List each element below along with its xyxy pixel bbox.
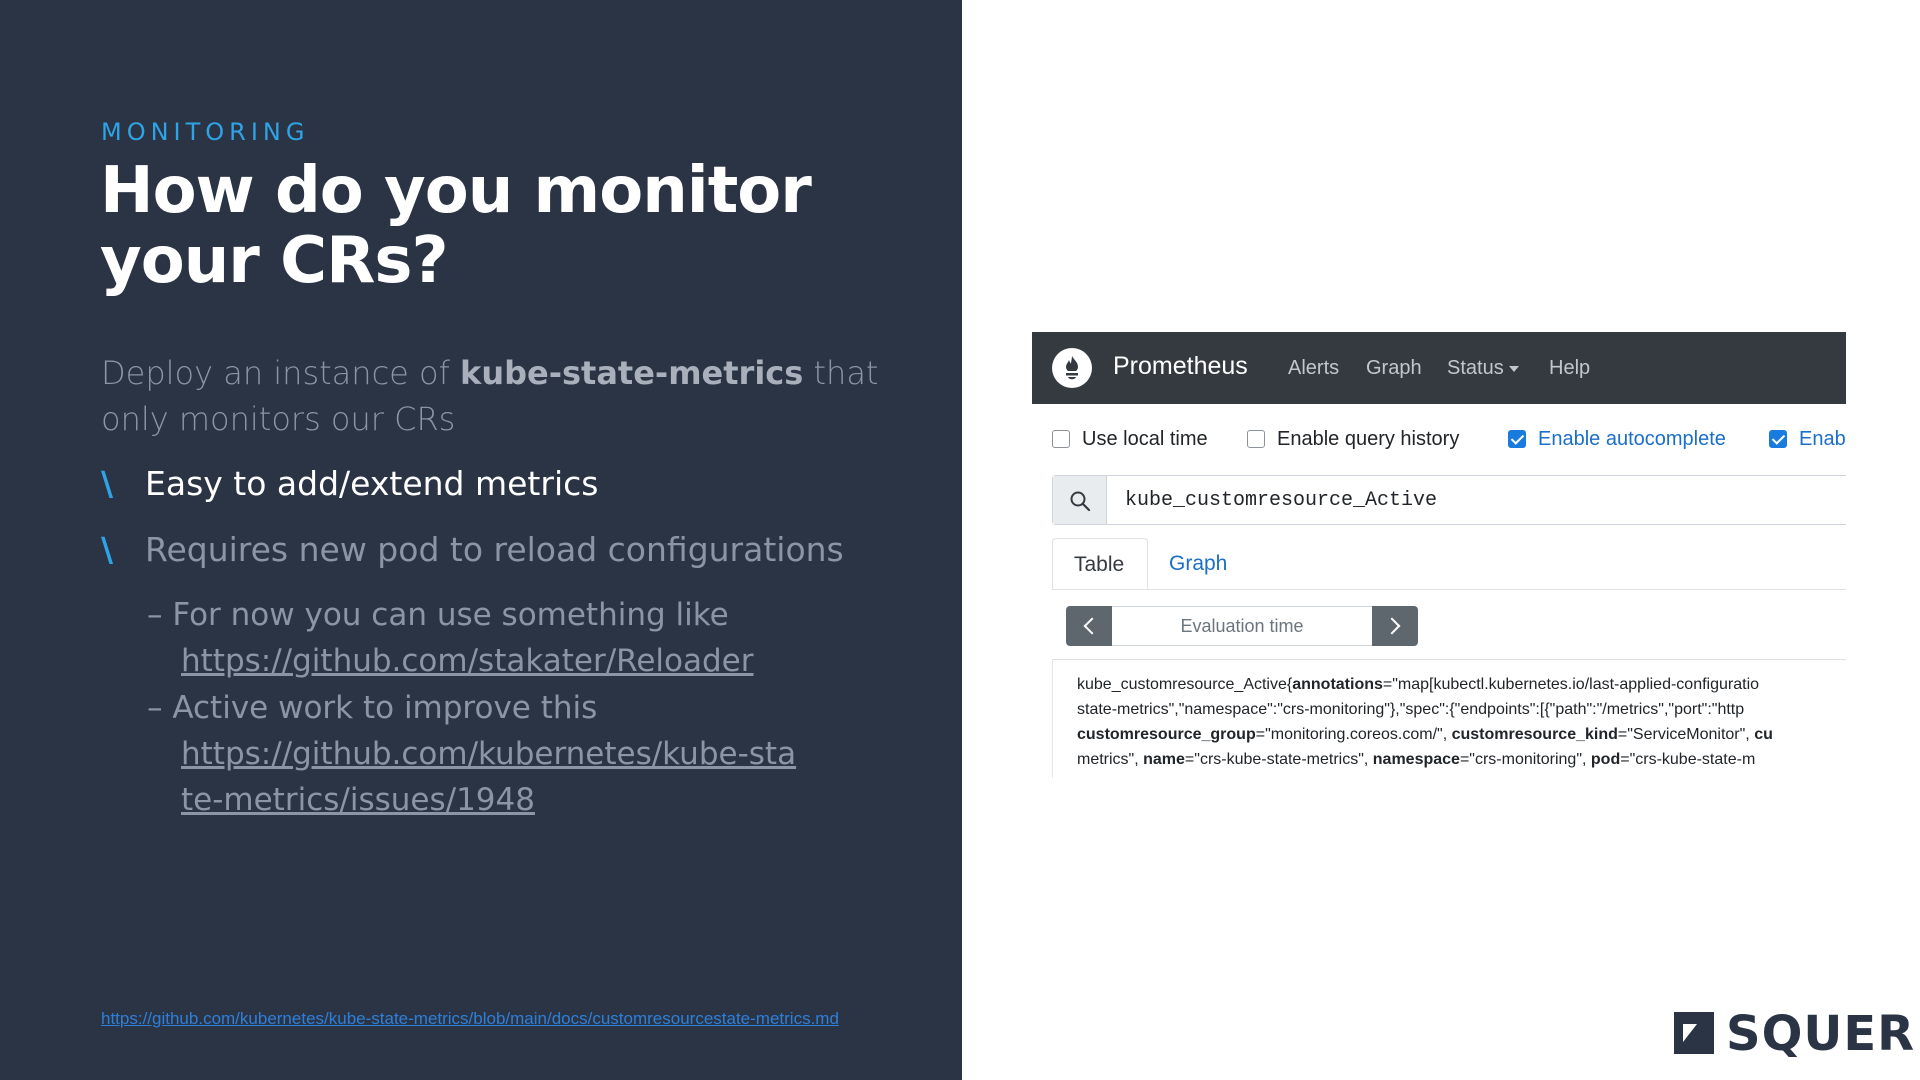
bullet-text: Easy to add/extend metrics bbox=[145, 464, 599, 503]
bullet-item bbox=[101, 530, 844, 569]
result-label-key: cu bbox=[1754, 726, 1773, 743]
option-label: Use local time bbox=[1082, 428, 1208, 450]
footer-source-link[interactable]: https://github.com/kubernetes/kube-state-metrics/blob/main/docs/customresourcestate-metrics.md bbox=[101, 1009, 839, 1028]
nav-alerts[interactable]: Alerts bbox=[1288, 357, 1340, 379]
slide-title-line2: your CRs? bbox=[100, 224, 448, 298]
kube-state-metrics-issue-link[interactable]: https://github.com/kubernetes/kube-state-metrics/issues/1948 bbox=[181, 736, 797, 818]
bullet-marker-icon: \ bbox=[101, 464, 114, 503]
checkbox[interactable] bbox=[1247, 430, 1265, 448]
option-label: Enable autocomplete bbox=[1538, 428, 1726, 450]
result-label-value: ="crs-monitoring", bbox=[1459, 751, 1591, 768]
result-line bbox=[1077, 726, 1773, 744]
nav-status-dropdown[interactable] bbox=[1447, 357, 1519, 380]
eval-next-button[interactable] bbox=[1372, 606, 1418, 646]
expression-search bbox=[1052, 475, 1846, 525]
option-label: Enable query history bbox=[1277, 428, 1460, 450]
result-label-value: ="ServiceMonitor", bbox=[1617, 726, 1755, 743]
checkbox-checked[interactable] bbox=[1508, 430, 1526, 448]
bullet-item bbox=[101, 464, 598, 503]
result-label-value: ="map[kubectl.kubernetes.io/last-applied-configuratio bbox=[1382, 676, 1760, 693]
checkbox[interactable] bbox=[1052, 430, 1070, 448]
result-label-value: ="crs-kube-state-m bbox=[1620, 751, 1756, 768]
prometheus-navbar bbox=[1032, 332, 1846, 404]
intro-paragraph bbox=[101, 350, 901, 442]
checkbox-checked[interactable] bbox=[1769, 430, 1787, 448]
squer-logo-mark-icon bbox=[1674, 1012, 1714, 1054]
caret-down-icon bbox=[1509, 366, 1519, 372]
result-label-value: ="monitoring.coreos.com/", bbox=[1255, 726, 1452, 743]
result-line bbox=[1077, 676, 1759, 694]
section-kicker: MONITORING bbox=[101, 118, 310, 146]
bullet-text: Requires new pod to reload configurations bbox=[145, 530, 844, 569]
result-label-value: state-metrics","namespace":"crs-monitoring"},"spec":{"endpoints":[{"path":"/metrics","port":"http bbox=[1077, 701, 1745, 718]
chevron-right-icon bbox=[1384, 618, 1401, 635]
result-line bbox=[1077, 751, 1755, 769]
prometheus-brand[interactable]: Prometheus bbox=[1113, 352, 1248, 380]
nav-graph[interactable]: Graph bbox=[1366, 357, 1422, 379]
result-label-value: kube_customresource_Active{ bbox=[1077, 676, 1293, 693]
expression-input[interactable]: kube_customresource_Active bbox=[1125, 489, 1438, 512]
intro-bold: kube-state-metrics bbox=[460, 354, 804, 392]
nav-help[interactable]: Help bbox=[1549, 357, 1591, 379]
result-tabs bbox=[1052, 538, 1846, 590]
bullet-marker-icon: \ bbox=[101, 530, 114, 569]
result-label-value: metrics", bbox=[1077, 751, 1144, 768]
slide-title bbox=[100, 156, 900, 296]
result-label-key: annotations bbox=[1292, 676, 1383, 693]
nav-status-label: Status bbox=[1447, 357, 1504, 379]
query-options bbox=[1052, 428, 1846, 458]
result-label-key: name bbox=[1143, 751, 1185, 768]
prometheus-screenshot bbox=[1032, 332, 1846, 782]
option-use-local-time[interactable] bbox=[1052, 428, 1208, 451]
sub-item-text: – For now you can use something like bbox=[147, 597, 729, 633]
tab-table[interactable]: Table bbox=[1052, 538, 1148, 589]
result-label-key: pod bbox=[1590, 751, 1621, 768]
evaluation-time-input[interactable]: Evaluation time bbox=[1112, 606, 1372, 646]
sub-item bbox=[147, 685, 907, 823]
prometheus-logo-icon[interactable] bbox=[1052, 348, 1092, 388]
intro-pre: Deploy an instance of bbox=[101, 354, 461, 392]
result-label-key: customresource_group bbox=[1077, 726, 1256, 743]
result-label-value: ="crs-kube-state-metrics", bbox=[1184, 751, 1373, 768]
option-label: Enab bbox=[1799, 428, 1846, 450]
option-enable-autocomplete[interactable] bbox=[1508, 428, 1726, 451]
chevron-left-icon bbox=[1084, 618, 1101, 635]
sub-item bbox=[147, 592, 907, 684]
intro-post: that only monitors our CRs bbox=[101, 354, 879, 438]
slide-title-line1: How do you monitor bbox=[100, 154, 811, 228]
sub-item-text: – Active work to improve this bbox=[147, 690, 598, 726]
squer-logo-text: SQUER bbox=[1726, 1006, 1916, 1062]
tab-graph[interactable]: Graph bbox=[1169, 552, 1228, 575]
result-label-key: customresource_kind bbox=[1451, 726, 1618, 743]
option-enable-query-history[interactable] bbox=[1247, 428, 1459, 451]
reloader-link[interactable]: https://github.com/stakater/Reloader bbox=[181, 643, 754, 679]
option-truncated[interactable] bbox=[1769, 428, 1846, 451]
result-label-key: namespace bbox=[1372, 751, 1460, 768]
query-result bbox=[1052, 659, 1846, 778]
eval-prev-button[interactable] bbox=[1066, 606, 1112, 646]
search-icon[interactable] bbox=[1053, 476, 1107, 524]
result-line bbox=[1077, 701, 1744, 719]
